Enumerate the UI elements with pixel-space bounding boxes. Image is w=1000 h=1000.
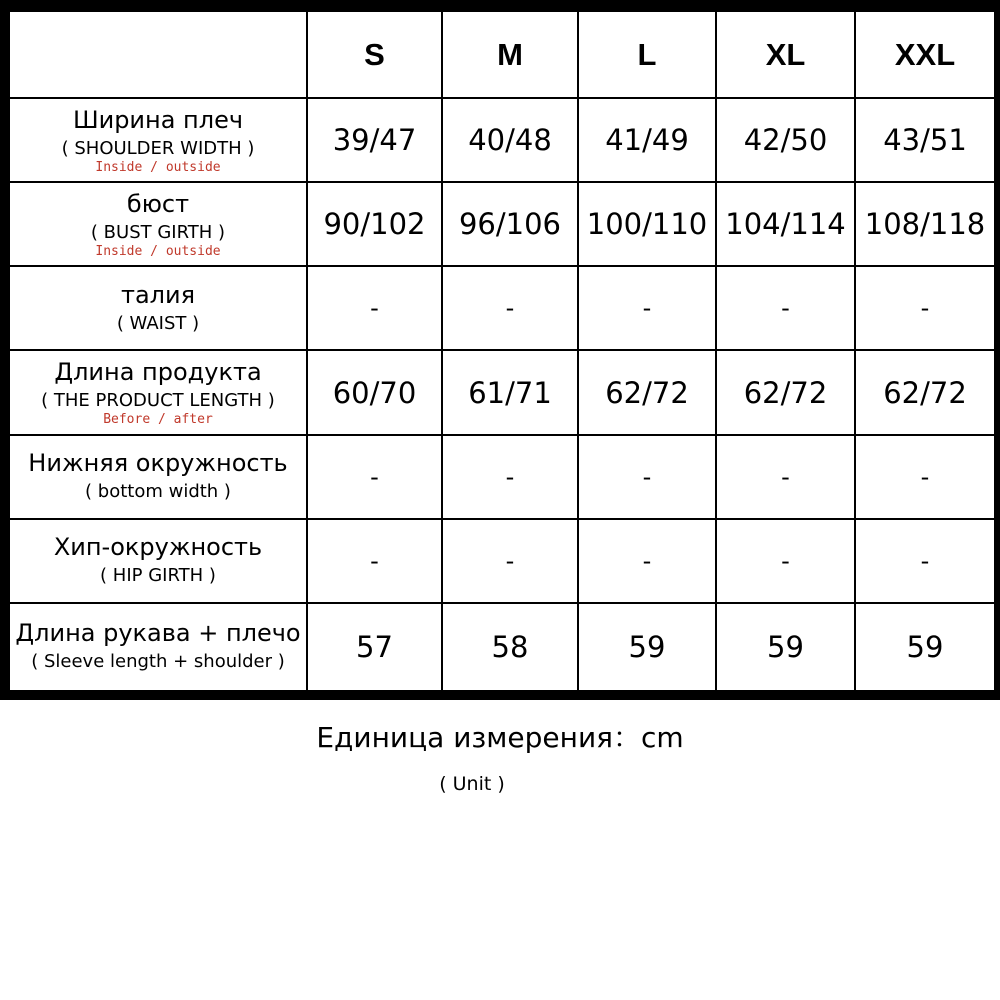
value-cell: 61/71 (443, 351, 577, 433)
row-label-en: ( HIP GIRTH ) (100, 565, 216, 587)
value-cell: - (717, 267, 854, 349)
row-label-ru: бюст (126, 189, 190, 218)
value-cell: 59 (579, 604, 715, 690)
table-row (10, 99, 994, 181)
row-label-hip-girth (10, 520, 306, 602)
value-cell: 62/72 (579, 351, 715, 433)
size-header-s: S (308, 12, 441, 97)
row-label-note: Inside / outside (95, 159, 221, 175)
value-cell: 96/106 (443, 183, 577, 265)
table-row (10, 520, 994, 602)
value-cell: - (443, 267, 577, 349)
value-cell: - (443, 520, 577, 602)
row-label-ru: Длина продукта (54, 358, 262, 386)
row-label-note: Before / after (103, 412, 213, 427)
value-cell: - (308, 267, 441, 349)
value-cell: 40/48 (443, 99, 577, 181)
row-label-note: Inside / outside (95, 243, 221, 259)
row-label-en: ( Sleeve length + shoulder ) (31, 651, 285, 673)
value-cell: 90/102 (308, 183, 441, 265)
row-label-en: ( BUST GIRTH ) (90, 221, 226, 243)
value-cell: - (308, 520, 441, 602)
value-cell: - (579, 520, 715, 602)
row-label-en: ( WAIST ) (116, 312, 200, 334)
table-row (10, 183, 994, 265)
size-header-xxl: XXL (856, 12, 994, 97)
value-cell: 100/110 (579, 183, 715, 265)
row-label-bust-girth (10, 183, 306, 265)
row-label-ru: Нижняя окружность (28, 449, 288, 478)
value-cell: - (856, 267, 994, 349)
row-label-en: ( bottom width ) (85, 481, 231, 503)
value-cell: 58 (443, 604, 577, 690)
value-cell: 104/114 (717, 183, 854, 265)
size-header-l: L (579, 12, 715, 97)
row-label-en: ( SHOULDER WIDTH ) (61, 137, 255, 159)
size-header-xl: XL (717, 12, 854, 97)
value-cell: - (579, 267, 715, 349)
row-label-product-length (10, 351, 306, 433)
value-cell: - (717, 520, 854, 602)
value-cell: 42/50 (717, 99, 854, 181)
row-label-ru: Хип-окружность (53, 533, 263, 562)
row-label-ru: Ширина плеч (72, 105, 244, 134)
value-cell: 59 (856, 604, 994, 690)
value-cell: - (856, 436, 994, 518)
row-label-sleeve-length (10, 604, 306, 690)
size-header-row (10, 12, 994, 97)
row-label-bottom-width (10, 436, 306, 518)
value-cell: 62/72 (717, 351, 854, 433)
value-cell: 39/47 (308, 99, 441, 181)
value-cell: 108/118 (856, 183, 994, 265)
row-label-ru: талия (120, 280, 196, 309)
value-cell: 59 (717, 604, 854, 690)
unit-label-en: ( Unit ) (439, 773, 505, 795)
size-header-m: M (443, 12, 577, 97)
corner-cell (10, 12, 306, 97)
value-cell: - (443, 436, 577, 518)
value-cell: 57 (308, 604, 441, 690)
value-cell: - (717, 436, 854, 518)
value-cell: 60/70 (308, 351, 441, 433)
value-cell: 41/49 (579, 99, 715, 181)
unit-label: Единица измерения：cm (316, 721, 684, 754)
table-row (10, 267, 994, 349)
table-row (10, 604, 994, 690)
value-cell: - (856, 520, 994, 602)
row-label-shoulder-width (10, 99, 306, 181)
size-chart-table (8, 10, 996, 692)
value-cell: 43/51 (856, 99, 994, 181)
row-label-waist (10, 267, 306, 349)
value-cell: - (308, 436, 441, 518)
row-label-en: ( THE PRODUCT LENGTH ) (41, 390, 275, 411)
value-cell: - (579, 436, 715, 518)
row-label-ru: Длина рукава + плечо (15, 619, 301, 648)
table-row (10, 436, 994, 518)
table-row (10, 351, 994, 433)
value-cell: 62/72 (856, 351, 994, 433)
